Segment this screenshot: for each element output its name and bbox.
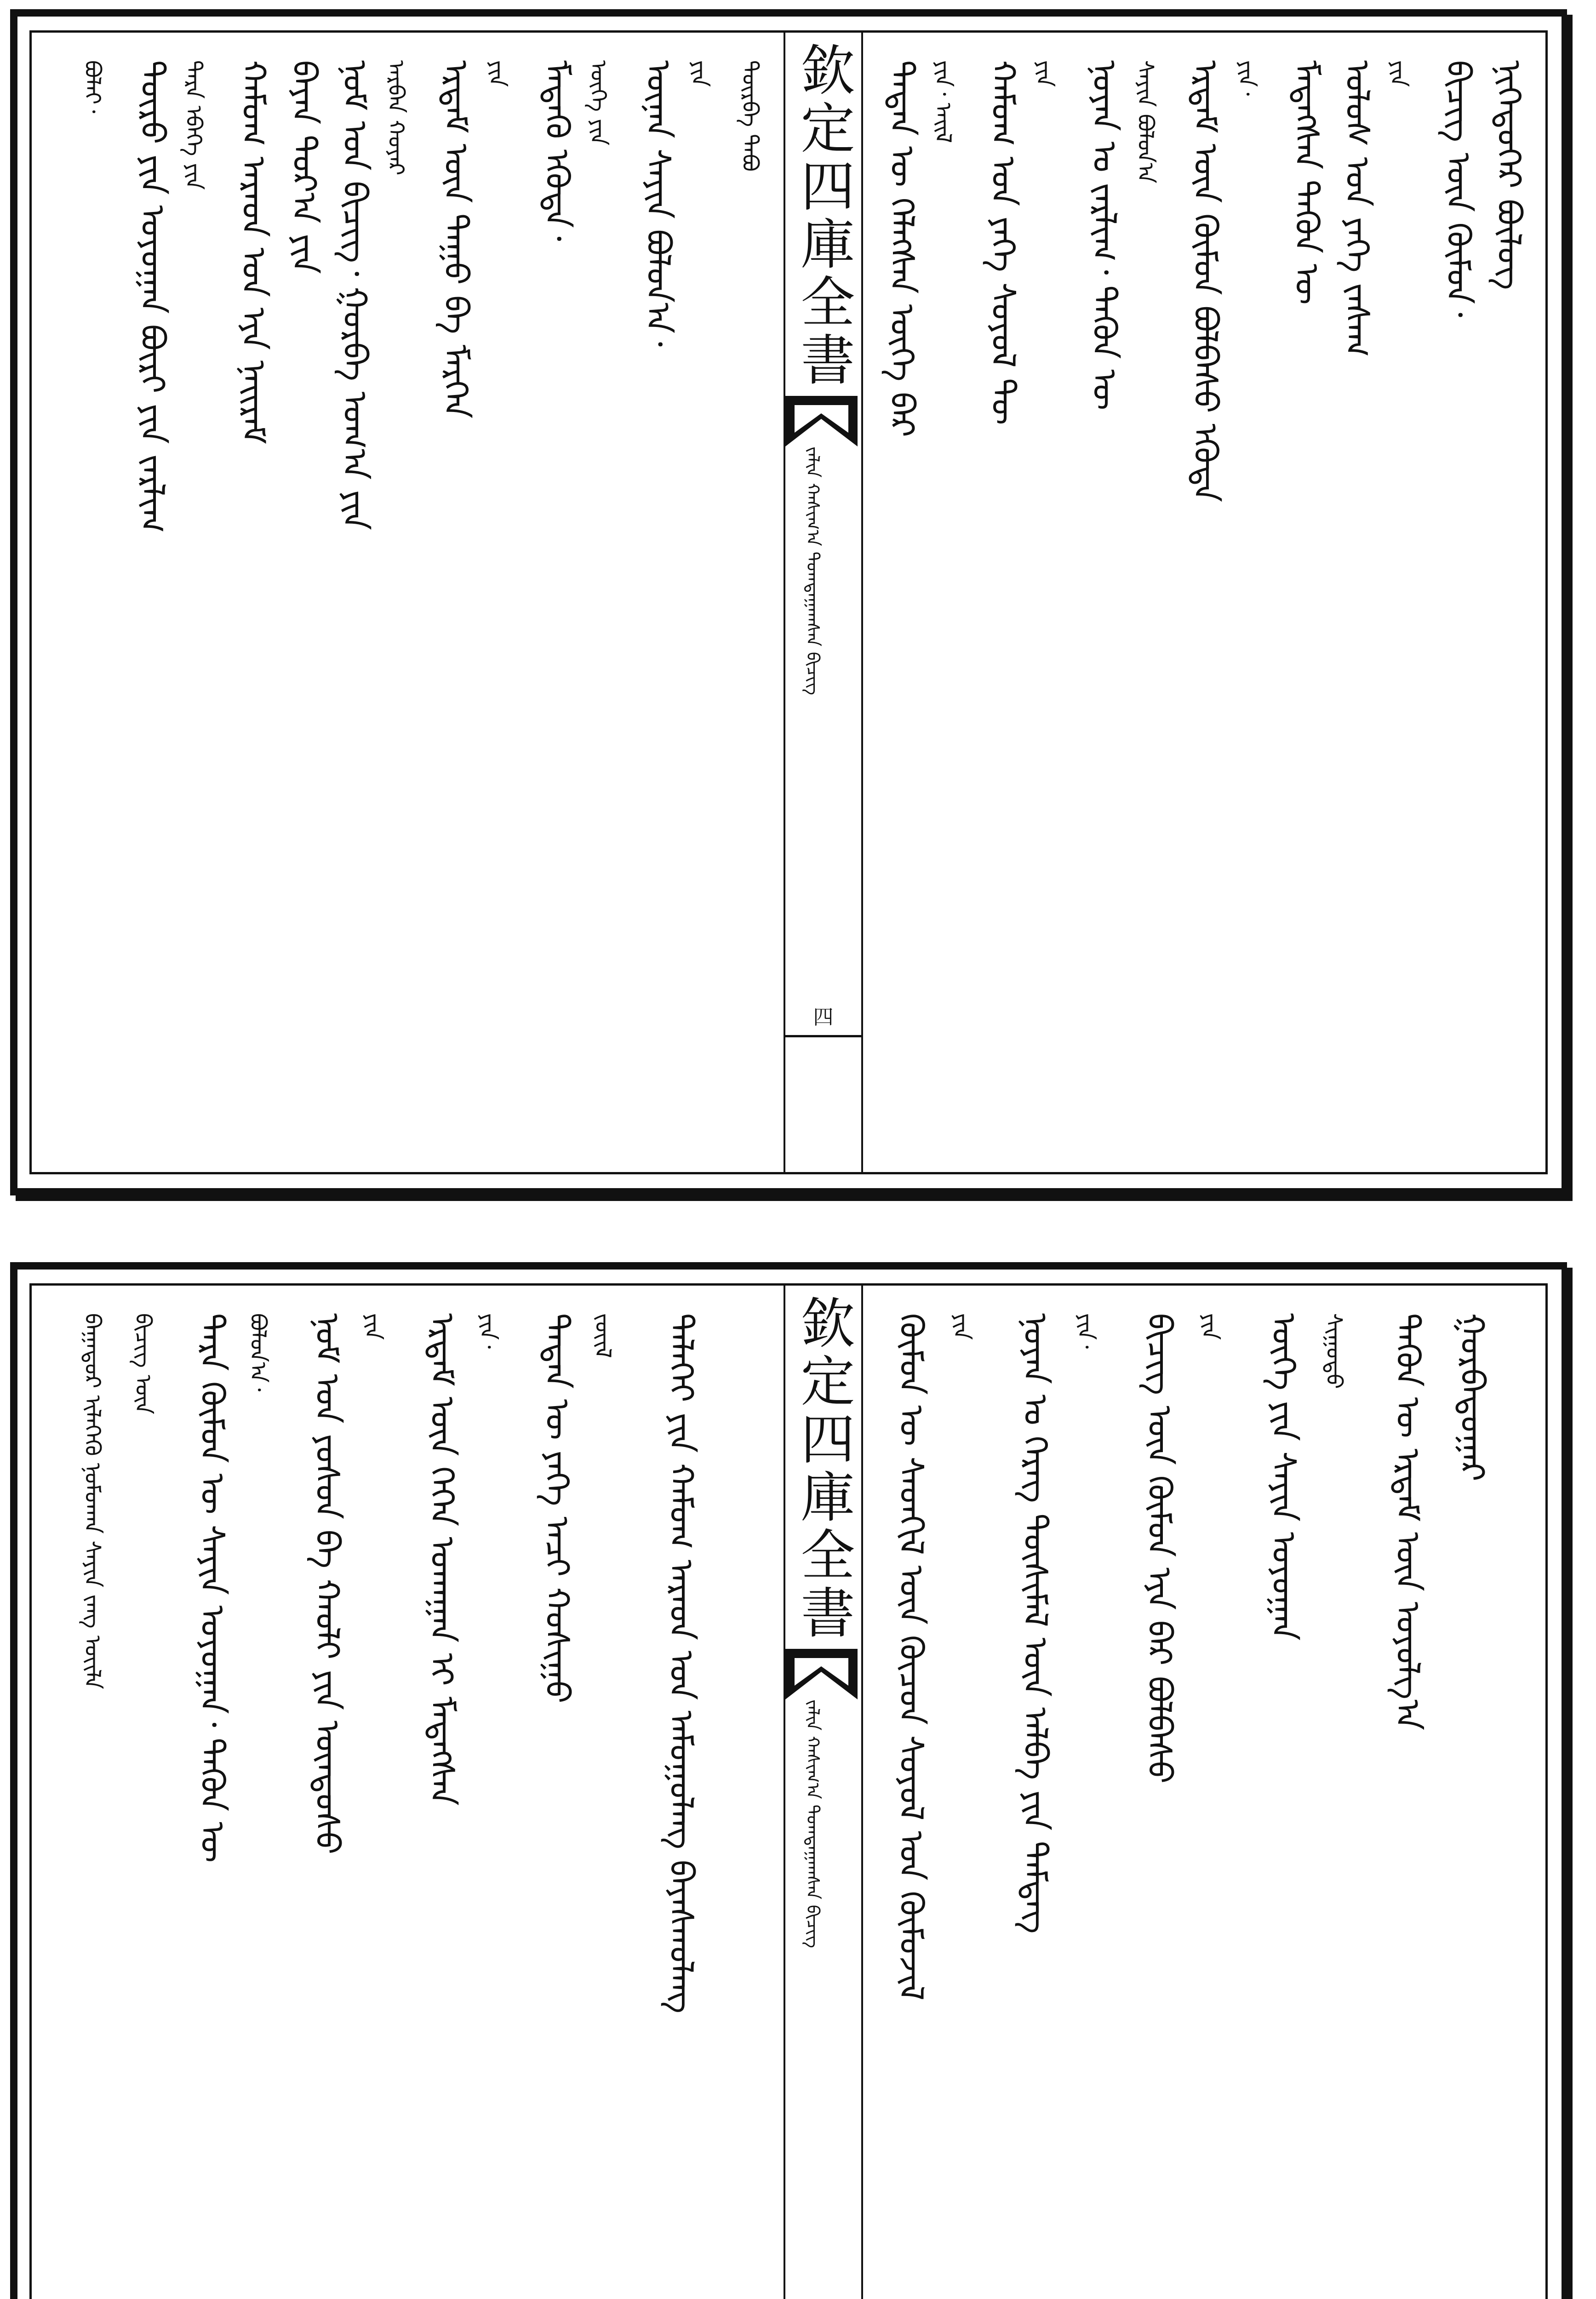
text-column: ᠲᠡᠳᠡᠨ ᠦ ᠶᠡᠬᠡ ᠠᠴᠢ ᠬᠣᠰᠢᠭᠤ (538, 1313, 577, 1704)
text-column: ᠮᠡᠳᠡᠭᠰᠡᠨ ᠲᠡᠭᠦᠨ ᠦ (1287, 60, 1326, 305)
text-column: ᠪᠣᠯᠠᠢ᠂ (80, 60, 105, 114)
text-column: ᠲᠦᠷᠦ ᠶᠢᠨ ᠤᠶᠤᠭᠠᠨ ᠪᠦᠷᠢ ᠶᠢᠨ ᠵᠠᠷᠯᠢᠭ (133, 60, 172, 533)
text-column: ᠠᠷᠪᠠᠨ ᠬᠣᠶᠠᠷ (383, 60, 409, 176)
text-column: ᠪᠠᠶᠠᠨ ᠳᠤᠷ᠎ᠠ ᠶᠢᠨ (285, 60, 324, 274)
text-column: ᠲᠡᠳᠡᠨ ᠦ ᠬᠡᠯᠡᠭᠰᠡᠨ ᠦᠭᠡ ᠪᠡᠷ (883, 60, 921, 437)
text-column: ᠵᠦᠢᠯ (590, 1313, 616, 1358)
folio-number: 四 (813, 1006, 834, 1029)
center-margin (784, 33, 863, 1172)
text-column: ᠳᠦᠷᠪᠡ ᠲᠠᠪᠤ (737, 60, 763, 172)
right-page (869, 60, 1558, 1144)
text-column: ᠬᠦᠮᠦᠨ ᠦ ᠰᠡᠳᠬᠢᠯ ᠦᠨ ᠬᠦᠴᠦᠨ ᠰᠣᠶᠤᠯ ᠤᠨ ᠬᠦᠮᠦᠵᠢᠯ (892, 1313, 931, 2001)
text-column: ᠨᠣᠶᠠᠨ ᠤ ᠬᠡᠷᠡᠭ ᠲᠦᠰᠢᠮᠡᠯ ᠦᠨ ᠠᠯᠪᠠ ᠶᠢᠨ ᠲᠡᠮᠳᠡᠭ (1016, 1313, 1055, 1934)
text-column: ᠰᠠᠶᠢᠨ ᠪᠣᠯᠤᠨ᠎ᠠ (1133, 60, 1158, 183)
text-column: ᠪᠢᠴᠢᠭ ᠦᠨ ᠬᠦᠮᠦᠨ ᠡᠶᠡ ᠪᠡᠷ ᠪᠣᠯᠪᠠᠰᠤ (1140, 1313, 1179, 1784)
text-column: ᠶᠢᠨ᠂ ᠠᠢᠯ (930, 60, 956, 143)
center-title: 欽定四庫全書 (791, 1295, 855, 1642)
text-column: ᠡᠷᠳᠡᠮ ᠦᠨ ᠳᠠᠭᠤ ᠪᠠ ᠮᠡᠷᠭᠡᠨ (437, 60, 475, 419)
text-column: ᠤᠯᠤᠰ ᠤᠨ ᠶᠡᠬᠡ ᠵᠠᠰᠠᠭ (1338, 60, 1377, 357)
text-column: ᠡᠷᠳᠡᠮ ᠦᠨ ᠬᠦᠮᠦᠨ ᠪᠣᠯᠪᠠᠰᠤ ᠡᠭᠦᠳᠡ (1186, 60, 1225, 502)
text-column: ᠬᠠᠮᠤᠭ ᠤᠨ ᠶᠡᠬᠡ ᠰᠣᠶᠤᠯ ᠲᠦ (984, 60, 1023, 425)
text-column: ᠪᠢᠴᠢᠭ ᠦᠨ (130, 1313, 156, 1414)
text-column: ᠶᠢᠨ (686, 60, 712, 87)
text-column: ᠭᠤᠷᠪᠠᠳᠤᠭᠠᠷ (1453, 1313, 1492, 1481)
text-column: ᠶᠢᠨ᠂ (1234, 60, 1259, 96)
text-column: ᠶᠢᠨ᠂ (1073, 1313, 1098, 1349)
text-column: ᠬᠠᠮᠤᠭ ᠠᠷᠠᠳ ᠤᠨ ᠡᠶᠡ ᠨᠡᠢᠷᠡᠮ (235, 60, 273, 444)
fishtail-ornament (785, 1649, 858, 1699)
text-column: ᠨᠣᠶᠠᠨ ᠤ ᠵᠠᠷᠯᠢᠭ᠂ ᠲᠡᠭᠦᠨ ᠦ (1085, 60, 1124, 411)
text-column: ᠪᠢᠴᠢᠭ ᠦᠨ ᠬᠦᠮᠦᠨ᠂ (1439, 60, 1478, 318)
divider (785, 1035, 861, 1037)
text-column: ᠲᠡᠭᠦᠨ ᠦ ᠡᠷᠳᠡᠮ ᠦᠨ ᠣᠶᠣᠯᠭ᠎ᠠ (1389, 1313, 1427, 1731)
fishtail-ornament (785, 396, 858, 446)
text-column: ᠲᠡᠷᠡ ᠬᠦᠮᠦᠨ ᠦ ᠰᠠᠶᠢᠨ ᠤᠶᠤᠭᠠᠨ᠂ ᠲᠡᠭᠦᠨ ᠦ (193, 1313, 232, 1863)
text-column: ᠲᠡᠷᠡ ᠡᠪᠡᠭᠡ ᠶᠢᠨ (181, 60, 206, 190)
text-column: ᠨᠣᠮ ᠤᠨ ᠶᠣᠰᠤᠨ ᠪᠠ ᠬᠠᠤᠯᠢ ᠶᠢᠨ ᠦᠨᠳᠦᠰᠦ (308, 1313, 347, 1855)
text-column: ᠨᠢᠭᠡᠳᠦᠭᠡᠷ ᠪᠦᠯᠦᠭ (1490, 60, 1528, 290)
text-column: ᠶᠢᠨ (1197, 1313, 1223, 1340)
left-page (59, 1313, 777, 2299)
text-column: ᠪᠠᠭᠠᠲᠤᠷ ᠢᠯᠡᠭᠡᠬᠦ ᠨᠣᠮᠤᠬᠠᠨ ᠰᠠᠶᠢᠨ ᠵᠠᠩ ᠦᠢᠯᠡ (80, 1313, 105, 1689)
text-column: ᠨᠣᠮ ᠤᠨ ᠪᠢᠴᠢᠭ᠂ ᠭᠤᠷᠪᠠ ᠤᠭ᠎ᠠ ᠶᠢᠨ (336, 60, 374, 530)
text-column: ᠶᠢᠨ᠂ (475, 1313, 501, 1349)
text-column: ᠦᠨᠡᠨ ᠰᠠᠶᠢᠨ ᠪᠣᠯᠤᠨ᠎ᠠ᠂ (639, 60, 678, 347)
text-column: ᠦᠭᠡ ᠶᠢᠨ ᠰᠠᠶᠢᠨ ᠤᠶᠤᠭᠠᠨ (1264, 1313, 1303, 1641)
text-column: ᠶᠢᠨ (360, 1313, 386, 1340)
spread-top (10, 9, 1567, 1195)
text-column: ᠶᠢᠨ (1385, 60, 1411, 87)
text-column: ᠪᠣᠯᠤᠨ᠎ᠠ᠂ (245, 1313, 271, 1392)
center-script: ᠵᠠᠯᠢᠨ ᠬᠠᠰᠢᠭ᠎ᠠ ᠲᠣᠭᠲᠠᠭᠠᠭᠰᠠᠨ ᠪᠢᠴᠢᠭ (803, 1699, 823, 1948)
text-column: ᠶᠢᠨ (1031, 60, 1057, 87)
text-column: ᠰᠢᠭᠤᠳᠤ (1321, 1313, 1347, 1389)
text-column: ᠶᠢᠨ (949, 1313, 974, 1340)
center-margin (784, 1286, 863, 2299)
text-column: ᠳᠡᠯᠡᠬᠡᠢ ᠶᠢᠨ ᠬᠠᠮᠤᠭ ᠠᠷᠠᠳ ᠤᠨ ᠠᠮᠤᠭᠤᠯᠠᠩ ᠪᠠᠶᠠᠰᠬᠤᠯᠠᠩ (662, 1313, 701, 2014)
center-title: 欽定四庫全書 (791, 42, 855, 389)
page-frame (29, 30, 1548, 1174)
center-script: ᠵᠠᠯᠢᠨ ᠬᠠᠰᠢᠭ᠎ᠠ ᠲᠣᠭᠲᠠᠭᠠᠭᠰᠠᠨ ᠪᠢᠴᠢᠭ (803, 446, 823, 695)
spread-bottom (10, 1262, 1567, 2299)
text-column: ᠶᠢᠨ (484, 60, 510, 87)
left-page (59, 60, 777, 1144)
text-column: ᠮᠡᠳᠡᠬᠦ ᠡᠭᠦᠳᠡ᠂ (538, 60, 577, 241)
text-column: ᠦᠭᠡ ᠶᠢᠨ (585, 60, 611, 146)
text-column: ᠡᠷᠳᠡᠮ ᠦᠨ ᠭᠡᠭᠡᠨ ᠤᠬᠠᠭᠠᠨ ᠢ ᠮᠡᠳᠡᠭᠰᠡᠨ (423, 1313, 462, 1806)
right-page (869, 1313, 1558, 2299)
page-frame (29, 1283, 1548, 2299)
